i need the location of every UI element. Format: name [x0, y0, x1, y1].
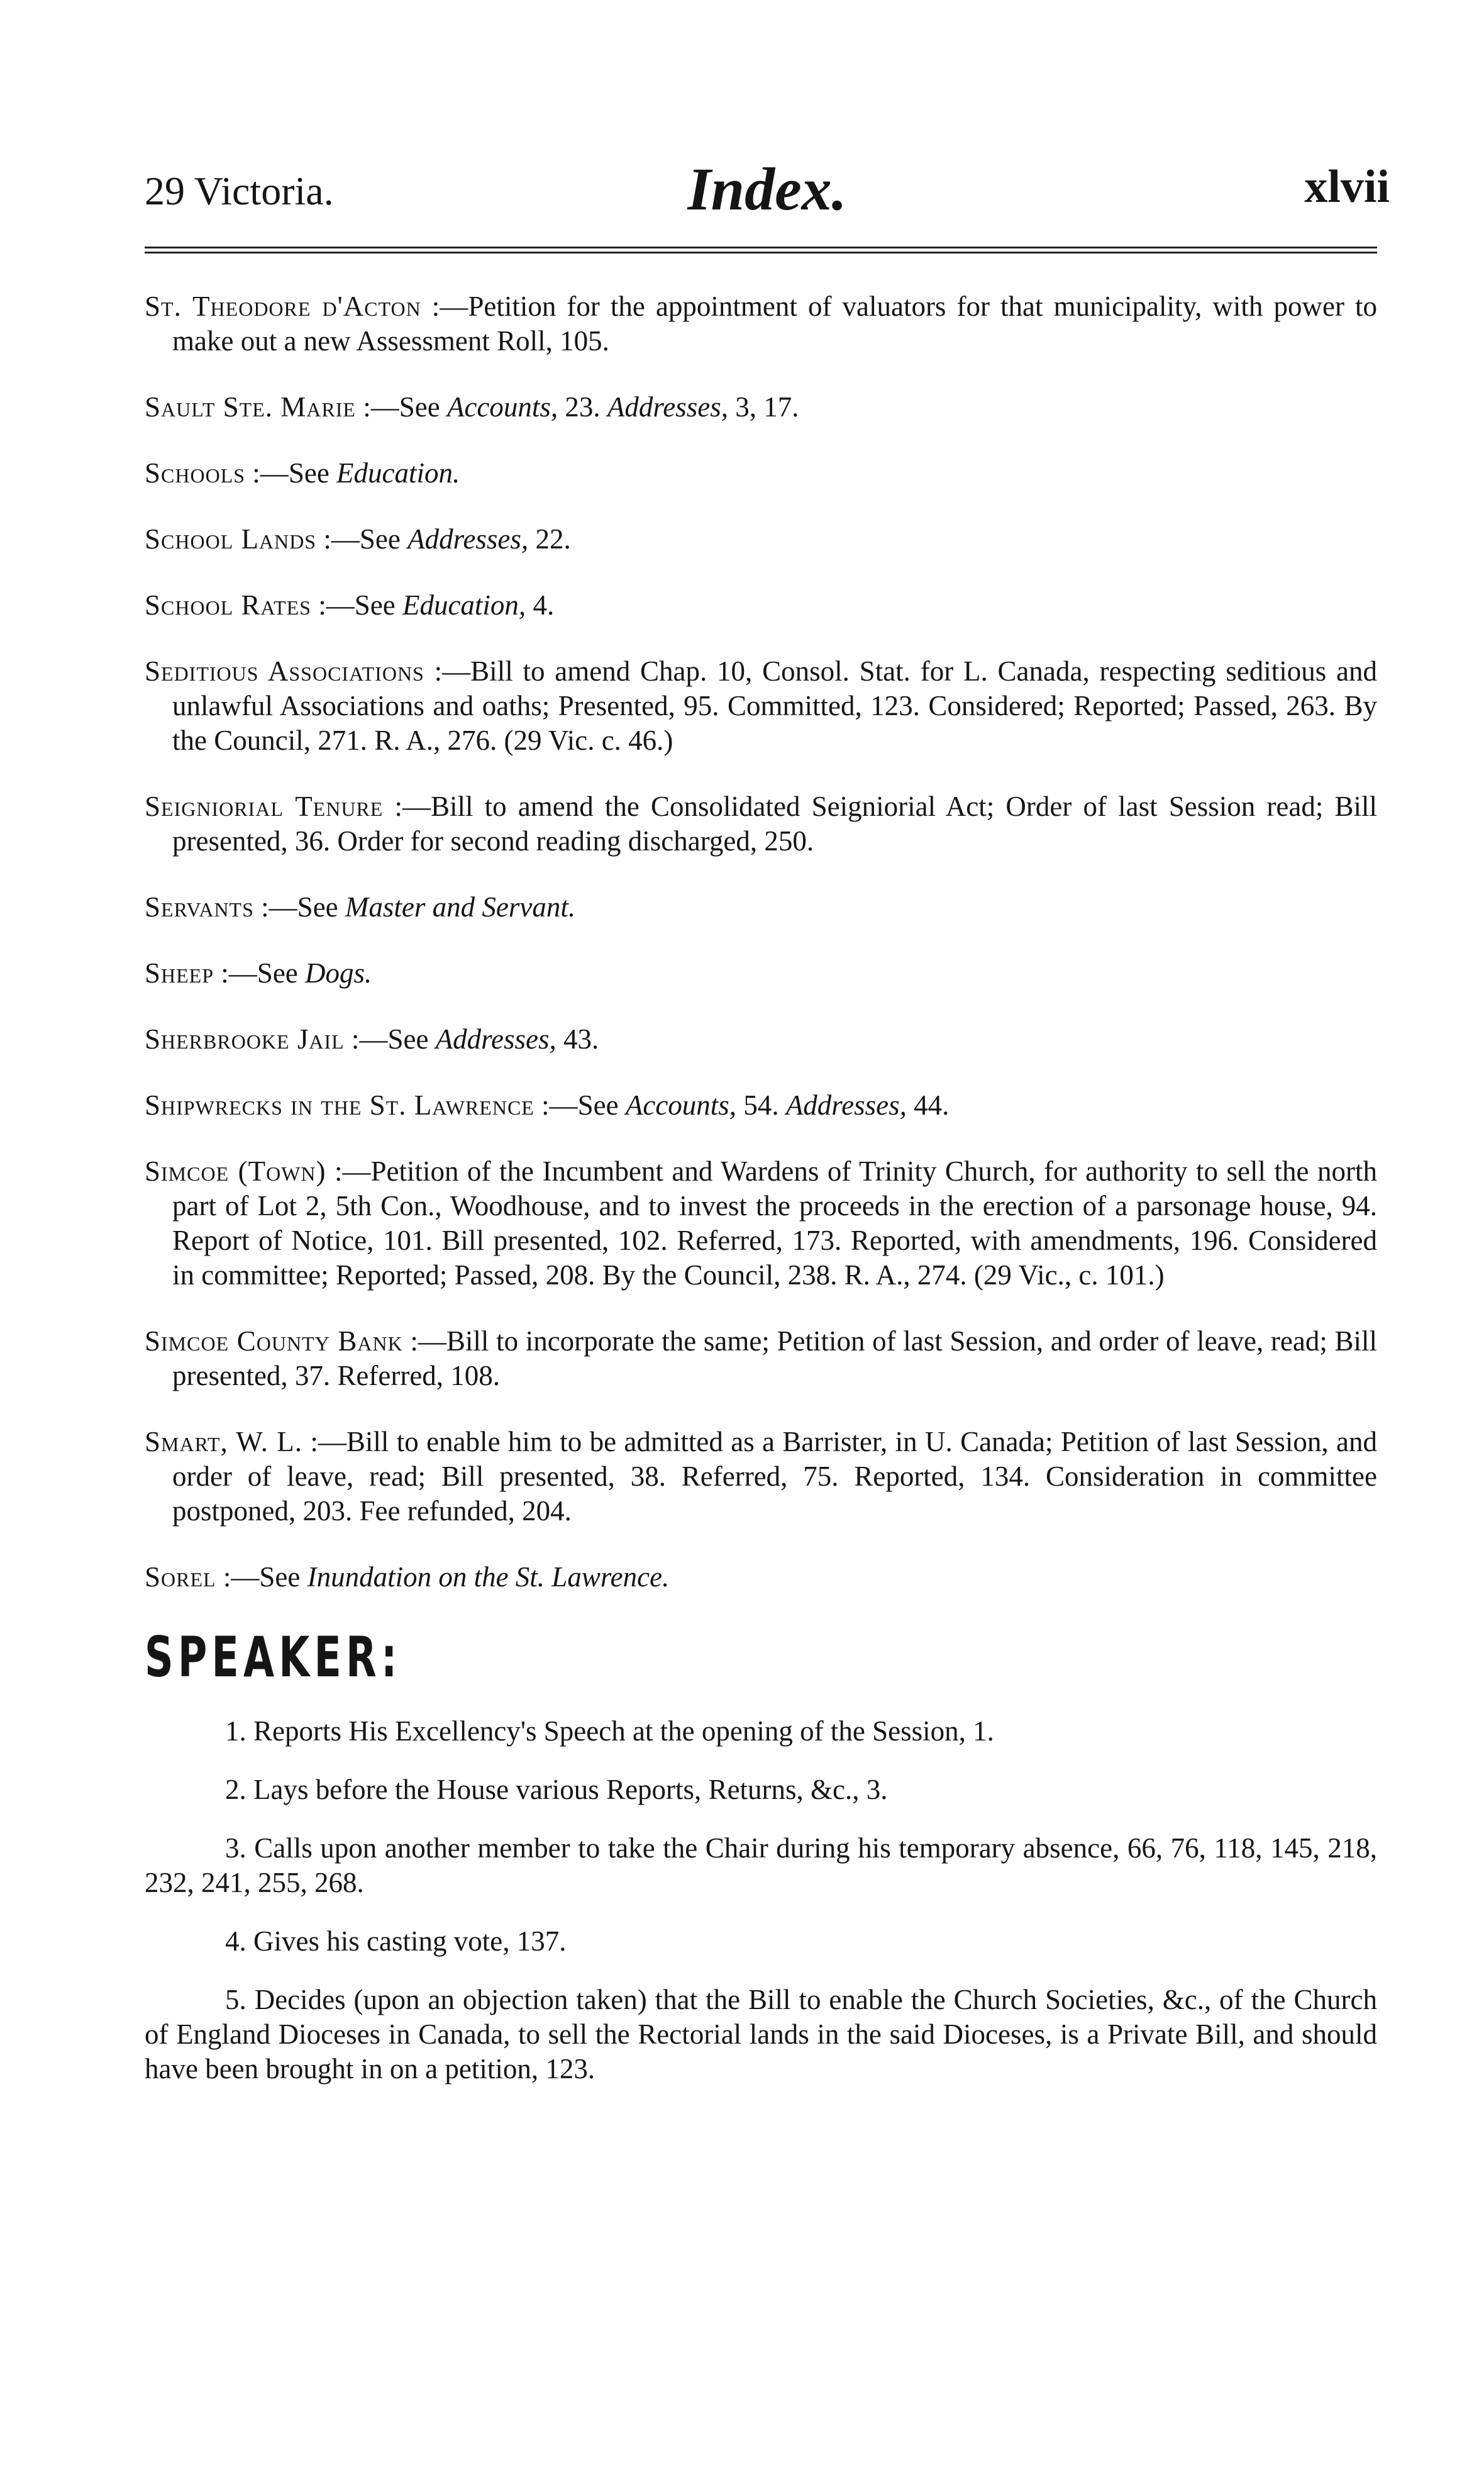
index-entry [145, 1088, 1377, 1123]
entry-text: Bill to amend the Consolidated Seigniorial Act; Order of last Session read; Bill presented, 36. Order for second reading discharged, 250. [172, 791, 1377, 857]
entry-cross-ref: Dogs. [305, 957, 372, 989]
entry-separator: :— [216, 1561, 260, 1593]
index-entries [145, 289, 1377, 2110]
entry-separator: :— [302, 1426, 346, 1457]
entry-heading: Sorel [145, 1561, 216, 1593]
index-entry [145, 789, 1377, 859]
entry-heading: Simcoe County Bank [145, 1325, 403, 1357]
entry-heading: Seditious Associations [145, 655, 424, 687]
entry-cross-ref: Education. [336, 457, 460, 489]
entry-heading: Servants [145, 891, 254, 923]
entry-text: See [387, 1023, 436, 1055]
index-entry [145, 1560, 1377, 1595]
entry-heading: School Lands [145, 523, 317, 555]
entry-text: See [354, 589, 402, 621]
speaker-section-title: SPEAKER: [145, 1625, 402, 1690]
entry-heading: Sault Ste. Marie [145, 391, 356, 423]
entry-heading: St. Theodore d'Acton [145, 291, 421, 322]
header-title: Index. [687, 155, 847, 223]
index-entry [145, 956, 1377, 991]
entry-text: Bill to incorporate the same; Petition of last Session, and order of leave, read; Bill presented, 37. Referred, 108. [172, 1325, 1377, 1391]
entry-cross-ref: Inundation on the St. Lawrence. [307, 1561, 670, 1593]
header-volume: 29 Victoria. [145, 169, 334, 213]
entry-heading: Sheep [145, 957, 214, 989]
entry-cross-ref: Addresses, [785, 1089, 907, 1121]
entry-text: See [399, 391, 447, 423]
index-entry [145, 289, 1377, 359]
speaker-items [145, 1714, 1377, 2086]
entry-separator: :— [214, 957, 257, 989]
entry-text: See [577, 1089, 626, 1121]
entry-text: See [259, 1561, 307, 1593]
entry-separator: :— [245, 457, 289, 489]
speaker-item: 1. Reports His Excellency's Speech at the opening of the Session, 1. [225, 1715, 994, 1747]
entry-text: See [288, 457, 337, 489]
entry-text: See [297, 891, 345, 923]
entry-separator: :— [355, 391, 399, 423]
entry-separator: :— [534, 1089, 578, 1121]
index-entry [145, 654, 1377, 758]
entry-separator: :— [344, 1023, 388, 1055]
speaker-item: 5. Decides (upon an objection taken) that the Bill to enable the Church Societies, &c., of the Church of England Dioceses in Canada, to sell the Rectorial lands in the said Dioceses, is a Private Bill, and should have been brought in on a petition, 123. [145, 1984, 1377, 2085]
entry-separator: :— [326, 1155, 371, 1187]
index-entry [145, 588, 1377, 623]
entry-text: Bill to enable him to be admitted as a Barrister, in U. Canada; Petition of last Session, and order of leave, read; Bill presented, 38. Referred, 75. Reported, 134. Consideration in committee postponed, 203. Fee refunded, 204. [172, 1426, 1377, 1527]
entry-heading: Sherbrooke Jail [145, 1023, 345, 1055]
entry-text: Petition of the Incumbent and Wardens of Trinity Church, for authority to sell the north part of Lot 2, 5th Con., Woodhouse, and to invest the proceeds in the erection of a parsonage house, 94. Report of Notice, 101. Bill presented, 102. Referred, 173. Reported, with amendments, 196. Considered in committee; Reported; Passed, 208. By the Council, 238. R. A., 274. (29 Vic., c. 101.) [172, 1155, 1377, 1291]
entry-text: 43. [556, 1023, 599, 1055]
index-entry [145, 1154, 1377, 1293]
entry-cross-ref: Addresses, [407, 523, 529, 555]
entry-heading: Seigniorial Tenure [145, 791, 384, 822]
header-page-number: xlvii [1304, 161, 1390, 213]
index-entry [145, 522, 1377, 557]
entry-separator: :— [383, 791, 431, 822]
entry-text: See [257, 957, 306, 989]
index-entry [145, 390, 1377, 425]
entry-cross-ref: Addresses, [435, 1023, 556, 1055]
entry-separator: :— [421, 291, 468, 322]
entry-text: 3, 17. [728, 391, 799, 423]
entry-text: 4. [526, 589, 555, 621]
index-entry [145, 1324, 1377, 1393]
entry-heading: Smart, W. L. [145, 1426, 303, 1457]
entry-cross-ref: Education, [402, 589, 526, 621]
speaker-item: 4. Gives his casting vote, 137. [225, 1925, 567, 1957]
entry-separator: :— [402, 1325, 446, 1357]
index-entry [145, 890, 1377, 925]
entry-separator: :— [316, 523, 360, 555]
entry-text: 23. [558, 391, 607, 423]
index-entry [145, 1022, 1377, 1057]
entry-separator: :— [253, 891, 297, 923]
header-double-rule [145, 247, 1377, 257]
entry-heading: Shipwrecks in the St. Lawrence [145, 1089, 534, 1121]
entry-cross-ref: Master and Servant. [345, 891, 576, 923]
entry-text: Petition for the appointment of valuators for that municipality, with power to make out a new Assessment Roll, 105. [172, 291, 1377, 357]
entry-cross-ref: Accounts, [446, 391, 558, 423]
index-entry [145, 456, 1377, 491]
entry-heading: School Rates [145, 589, 311, 621]
entry-text: 44. [906, 1089, 950, 1121]
entry-text: 54. [736, 1089, 786, 1121]
page-header [145, 154, 1390, 223]
entry-text: 22. [528, 523, 571, 555]
entry-text: Bill to amend Chap. 10, Consol. Stat. for L. Canada, respecting seditious and unlawful Associations and oaths; Presented, 95. Committed, 123. Considered; Reported; Passed, 263. By the Council, 271. R. A., 276. (29 Vic. c. 46.) [172, 655, 1377, 756]
entry-separator: :— [311, 589, 355, 621]
index-entry [145, 1425, 1377, 1528]
entry-separator: :— [424, 655, 471, 687]
entry-cross-ref: Accounts, [625, 1089, 737, 1121]
entry-heading: Simcoe (Town) [145, 1155, 326, 1187]
speaker-item: 2. Lays before the House various Reports, Returns, &c., 3. [225, 1774, 888, 1805]
entry-heading: Schools [145, 457, 246, 489]
entry-text: See [359, 523, 408, 555]
speaker-item: 3. Calls upon another member to take the Chair during his temporary absence, 66, 76, 118, 145, 218, 232, 241, 255, 268. [145, 1832, 1377, 1898]
entry-cross-ref: Addresses, [607, 391, 728, 423]
